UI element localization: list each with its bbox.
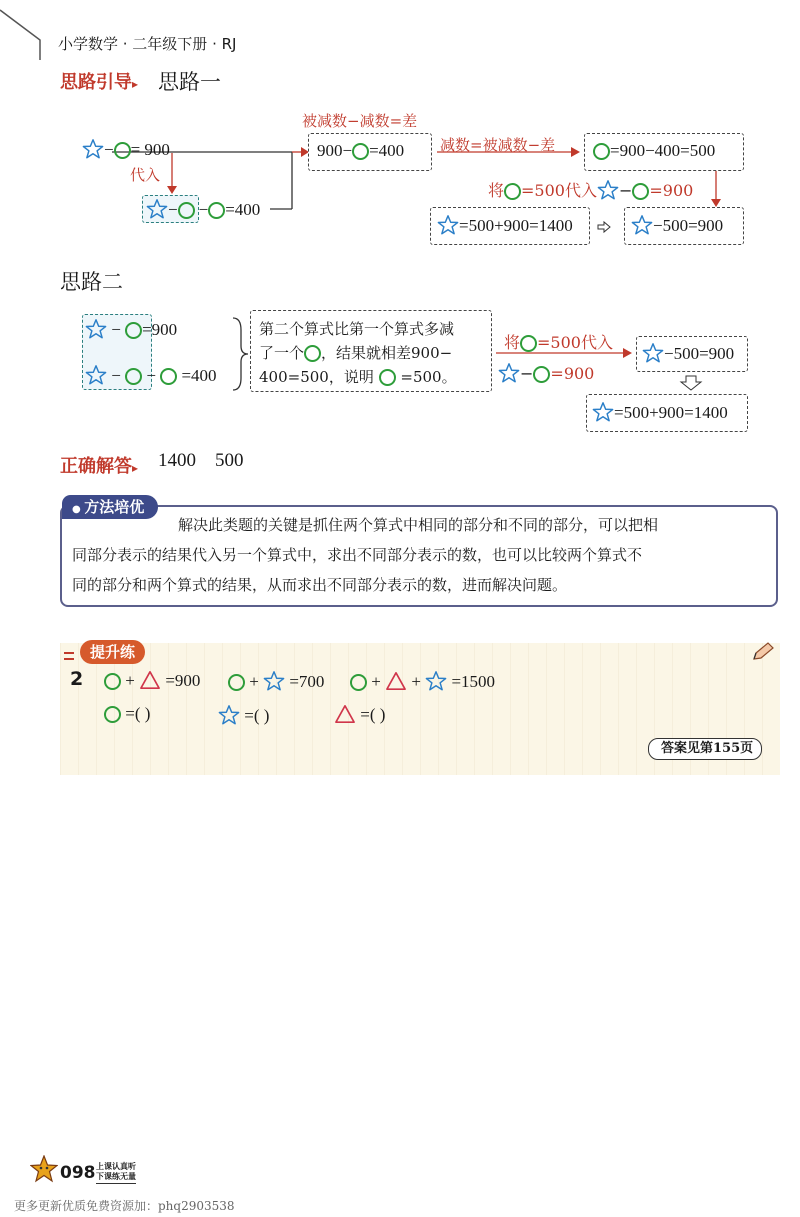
- equation-b: − − =400: [85, 364, 217, 386]
- section-title-1: 思路一: [158, 70, 221, 94]
- box2-star-result: =500+900=1400: [586, 394, 748, 432]
- mascot-star-icon: [30, 1155, 58, 1183]
- triangle-icon: [139, 670, 161, 690]
- method-text: [72, 510, 772, 600]
- explain-line-3: 400=500，说明 =500。: [259, 368, 457, 386]
- answer-reference: 答案见第155页: [648, 738, 762, 760]
- explain-line-1: 第二个算式比第一个算式多减: [259, 320, 455, 338]
- answer-blank-circle[interactable]: =( ): [104, 704, 150, 724]
- book-title: 小学数学 · 二年级下册 · RJ: [58, 35, 237, 53]
- practice-eq-2: + =700: [228, 670, 324, 692]
- rule-subtrahend: 减数=被减数−差: [440, 136, 556, 154]
- answer-values: 1400 500: [158, 450, 244, 471]
- star-icon: [597, 179, 619, 201]
- substitute-label: 代入: [130, 166, 161, 184]
- answer-label: 正确解答▸: [60, 456, 139, 477]
- star-icon: [592, 401, 614, 423]
- circle-icon: [350, 674, 367, 691]
- pencil-icon: [750, 641, 776, 663]
- box-star-minus-500: −500=900: [624, 207, 744, 245]
- circle-icon: [104, 673, 121, 690]
- method-tag: ● 方法培优: [62, 495, 158, 519]
- answer-blank-triangle[interactable]: =( ): [334, 704, 385, 725]
- star-icon: [498, 362, 520, 384]
- arrow-equation-2: − =900: [498, 362, 594, 384]
- circle-icon: [593, 143, 610, 160]
- explain-line-2: 了一个 ，结果就相差900−: [259, 344, 453, 362]
- practice-tick: [64, 658, 74, 660]
- star-icon: [437, 214, 459, 236]
- section-title-2: 思路二: [60, 270, 123, 294]
- star-icon: [263, 670, 285, 692]
- answer-blank-star[interactable]: =( ): [218, 704, 269, 726]
- star-icon: [146, 198, 168, 220]
- circle-icon: [208, 202, 225, 219]
- practice-eq-1: + =900: [104, 670, 200, 691]
- triangle-icon: [385, 671, 407, 691]
- box-900-minus-circle: 900− =400: [308, 133, 432, 171]
- method-line-1: 解决此类题的关键是抓住两个算式中相同的部分和不同的部分，可以把相: [178, 516, 659, 534]
- method-line-3: 同的部分和两个算式的结果，从而求出不同部分表示的数，进而解决问题。: [72, 576, 568, 594]
- circle-icon: [104, 706, 121, 723]
- triangle-icon: [334, 704, 356, 724]
- arrow-label-2: 将 =500代入: [504, 333, 613, 352]
- circle-icon: [504, 183, 521, 200]
- practice-tag: 提升练: [80, 640, 145, 664]
- substitute-instruction: 将 =500代入 − =900: [488, 181, 694, 200]
- method-line-2: 同部分表示的结果代入另一个算式中，求出不同部分表示的数，也可以比较两个算式不: [72, 546, 643, 564]
- equation-a: − =900: [85, 318, 177, 340]
- page-slogan: 上课认真听 下课练无量: [96, 1162, 136, 1184]
- equation-star-minus-circle: − = 900: [82, 138, 170, 160]
- box-circle-result: =900−400=500: [584, 133, 744, 171]
- star-icon: [218, 704, 240, 726]
- circle-icon: [352, 143, 369, 160]
- circle-icon: [520, 335, 537, 352]
- box2-star-minus-500: −500=900: [636, 336, 748, 372]
- box-star-result: =500+900=1400: [430, 207, 590, 245]
- star-icon: [631, 214, 653, 236]
- practice-tick: [64, 652, 74, 654]
- section-label-guide: 思路引导▸: [60, 72, 139, 93]
- watermark-text: 更多更新优质免费资源加：phq2903538: [14, 1199, 235, 1213]
- practice-eq-3: + + =1500: [350, 670, 495, 692]
- equation-substituted: − − =400: [142, 195, 260, 223]
- star-icon: [642, 342, 664, 364]
- circle-icon: [228, 674, 245, 691]
- page-number: 098: [60, 1163, 96, 1183]
- circle-icon: [632, 183, 649, 200]
- rule-minuend-subtrahend: 被减数−减数=差: [302, 112, 418, 130]
- question-number: 2: [70, 668, 84, 690]
- circle-icon: [533, 366, 550, 383]
- circle-icon: [178, 202, 195, 219]
- circle-icon: [114, 142, 131, 159]
- substituted-group: −: [142, 195, 199, 223]
- star-icon: [425, 670, 447, 692]
- star-icon: [82, 138, 104, 160]
